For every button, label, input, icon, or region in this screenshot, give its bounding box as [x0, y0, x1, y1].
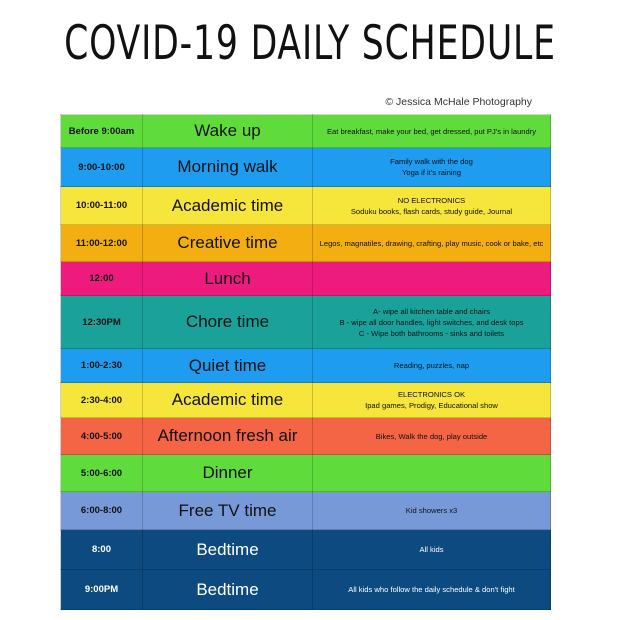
notes-cell [313, 530, 551, 570]
time-cell: 9:00PM [61, 570, 143, 610]
notes-cell [313, 115, 551, 148]
note-line: NO ELECTRONICS [397, 195, 466, 205]
note-line: Eat breakfast, make your bed, get dressed, put PJ's in laundry [326, 126, 537, 136]
activity-cell: Afternoon fresh air [143, 418, 313, 455]
activity-cell: Morning walk [143, 148, 313, 187]
table-row [61, 570, 551, 610]
time-cell: 2:30-4:00 [61, 383, 143, 418]
notes-cell [313, 570, 551, 610]
time-cell: 9:00-10:00 [61, 148, 143, 187]
table-row [61, 455, 551, 492]
notes-cell [313, 455, 551, 492]
note-line: ELECTRONICS OK [397, 390, 466, 399]
activity-cell: Bedtime [143, 570, 313, 610]
activity-cell: Quiet time [143, 349, 313, 383]
note-line: Ipad games, Prodigy, Educational show [365, 401, 498, 410]
note-line: Yoga if it's raining [401, 168, 461, 177]
table-row [61, 418, 551, 455]
table-row [61, 296, 551, 349]
note-line: B - wipe all door handles, light switches, and desk tops [339, 317, 524, 327]
table-row [61, 530, 551, 570]
table-row [61, 187, 551, 225]
notes-cell [313, 383, 551, 418]
note-line: C - Wipe both bathrooms - sinks and toilets [358, 328, 505, 338]
activity-cell: Dinner [143, 455, 313, 492]
note-line: Legos, magnatiles, drawing, crafting, play music, cook or bake, etc [319, 238, 544, 248]
schedule-body [61, 115, 551, 610]
time-cell: 11:00-12:00 [61, 225, 143, 262]
notes-cell [313, 262, 551, 296]
notes-cell [313, 225, 551, 262]
notes-cell [313, 187, 551, 225]
page-title: COVID-19 DAILY SCHEDULE [64, 16, 556, 71]
note-line: All kids [419, 545, 444, 554]
notes-cell [313, 148, 551, 187]
activity-cell: Academic time [143, 187, 313, 225]
notes-cell [313, 418, 551, 455]
note-line: Soduku books, flash cards, study guide, Journal [350, 206, 513, 216]
activity-cell: Wake up [143, 115, 313, 148]
time-cell: 12:00 [61, 262, 143, 296]
activity-cell: Creative time [143, 225, 313, 262]
photo-credit: © Jessica McHale Photography [385, 96, 532, 108]
time-cell: 1:00-2:30 [61, 349, 143, 383]
time-cell: 5:00-6:00 [61, 455, 143, 492]
time-cell: 10:00-11:00 [61, 187, 143, 225]
note-line: Family walk with the dog [390, 157, 473, 166]
time-cell: 8:00 [61, 530, 143, 570]
note-line: Kid showers x3 [405, 506, 458, 515]
table-row [61, 225, 551, 262]
table-row [61, 383, 551, 418]
time-cell: Before 9:00am [61, 115, 143, 148]
activity-cell: Bedtime [143, 530, 313, 570]
time-cell: 4:00-5:00 [61, 418, 143, 455]
table-row [61, 148, 551, 187]
table-row [61, 492, 551, 530]
notes-cell [313, 349, 551, 383]
schedule-table [60, 114, 551, 610]
time-cell: 12:30PM [61, 296, 143, 349]
notes-cell [313, 296, 551, 349]
notes-cell [313, 492, 551, 530]
activity-cell: Chore time [143, 296, 313, 349]
activity-cell: Free TV time [143, 492, 313, 530]
table-row [61, 262, 551, 296]
note-line: Bikes, Walk the dog, play outside [375, 431, 488, 441]
activity-cell: Lunch [143, 262, 313, 296]
note-line: All kids who follow the daily schedule & don't fight [348, 585, 515, 594]
note-line: Reading, puzzles, nap [393, 361, 470, 370]
table-row [61, 115, 551, 148]
table-row [61, 349, 551, 383]
activity-cell: Academic time [143, 383, 313, 418]
time-cell: 6:00-8:00 [61, 492, 143, 530]
note-line: A- wipe all kitchen table and chairs [373, 306, 490, 316]
